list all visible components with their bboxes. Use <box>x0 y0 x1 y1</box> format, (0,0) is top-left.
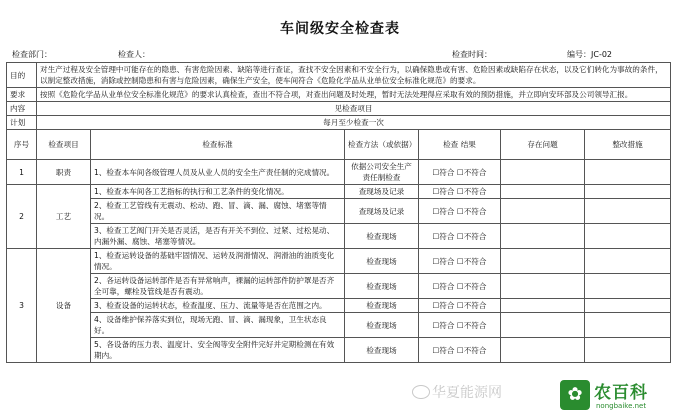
nonconform-checkbox[interactable]: ☐不符合 <box>456 281 487 291</box>
nonconform-checkbox[interactable]: ☐不符合 <box>456 301 487 310</box>
table-row <box>7 160 671 185</box>
row-issue[interactable] <box>501 160 585 185</box>
nonconform-checkbox[interactable]: ☐不符合 <box>456 206 487 216</box>
row-seq: 2 <box>7 185 37 249</box>
row-issue[interactable] <box>501 338 585 363</box>
nonconform-checkbox[interactable]: ☐不符合 <box>456 345 487 355</box>
brand-name: 农百科 <box>594 383 648 403</box>
nonconform-checkbox[interactable]: ☐不符合 <box>456 256 487 266</box>
row-measure[interactable] <box>585 199 671 224</box>
row-measure[interactable] <box>585 274 671 299</box>
row-measure[interactable] <box>585 338 671 363</box>
header-method: 检查方法（或依据） <box>345 130 419 160</box>
row-method: 查现场及记录 <box>345 199 419 224</box>
row-standard: 2、检查工艺管线有无震动、松动、跑、冒、滴、漏、腐蚀、堵塞等情况。 <box>91 199 345 224</box>
requirement-label: 要求 <box>7 88 37 102</box>
conform-checkbox[interactable]: ☐符合 <box>432 167 455 177</box>
header-result: 检查 结果 <box>419 130 501 160</box>
table-row <box>7 274 671 299</box>
table-row <box>7 338 671 363</box>
header-standard: 检查标准 <box>91 130 345 160</box>
header-issue: 存在问题 <box>501 130 585 160</box>
conform-checkbox[interactable]: ☐符合 <box>432 345 455 355</box>
purpose-text: 对生产过程及安全管理中可能存在的隐患、有害危险因素、缺陷等进行查证，查找不安全因素和不安全行为，以确保隐患或有害、危险因素或缺陷存在状态，以及它们转化为事故的条件，以制定整改措施，消除或控制隐患和有害与危险因素，确保生产安全，使车间符合《危险化学品从业单位安全标准化规范》的要求。 <box>37 63 671 88</box>
row-method: 检查现场 <box>345 249 419 274</box>
row-measure[interactable] <box>585 249 671 274</box>
row-method: 检查现场 <box>345 338 419 363</box>
header-measure: 整改措施 <box>585 130 671 160</box>
content-label: 内容 <box>7 102 37 116</box>
time-label: 检查时间： <box>452 50 492 59</box>
row-issue[interactable] <box>501 224 585 249</box>
row-method: 查现场及记录 <box>345 185 419 199</box>
table-row <box>7 299 671 313</box>
requirement-row <box>7 88 671 102</box>
row-item: 工艺 <box>37 185 91 249</box>
row-item: 职责 <box>37 160 91 185</box>
row-standard: 2、各运转设备运转部件是否有异常响声，裸漏的运转部件防护罩是否齐全可靠，螺栓及管线是否有震动。 <box>91 274 345 299</box>
row-standard: 1、检查本车间各工艺指标的执行和工艺条件的变化情况。 <box>91 185 345 199</box>
row-standard: 3、检查设备的运转状态，检查温度、压力、流量等是否在范围之内。 <box>91 299 345 313</box>
row-issue[interactable] <box>501 313 585 338</box>
row-result <box>419 199 501 224</box>
row-measure[interactable] <box>585 224 671 249</box>
row-measure[interactable] <box>585 185 671 199</box>
conform-checkbox[interactable]: ☐符合 <box>432 187 455 196</box>
row-method: 检查现场 <box>345 299 419 313</box>
header-row <box>7 130 671 160</box>
header-seq: 序号 <box>7 130 37 160</box>
brand-logo <box>560 376 672 416</box>
row-result <box>419 338 501 363</box>
row-result <box>419 249 501 274</box>
row-result <box>419 313 501 338</box>
table-row <box>7 249 671 274</box>
row-measure[interactable] <box>585 160 671 185</box>
conform-checkbox[interactable]: ☐符合 <box>432 256 455 266</box>
row-issue[interactable] <box>501 199 585 224</box>
row-issue[interactable] <box>501 185 585 199</box>
row-standard: 3、检查工艺阀门开关是否灵活，是否有开关不到位、过紧、过松晃动、内漏外漏、腐蚀、堵塞等情况。 <box>91 224 345 249</box>
table-row <box>7 185 671 199</box>
header-item: 检查项目 <box>37 130 91 160</box>
content-row <box>7 102 671 116</box>
row-standard: 1、检查本车间各级管理人员及从业人员的安全生产责任制的完成情况。 <box>91 160 345 185</box>
doc-number: 编号：JC-02 <box>567 50 613 59</box>
row-issue[interactable] <box>501 274 585 299</box>
nonconform-checkbox[interactable]: ☐不符合 <box>456 187 487 196</box>
plan-label: 计划 <box>7 116 37 130</box>
table-row <box>7 224 671 249</box>
row-issue[interactable] <box>501 299 585 313</box>
dept-label: 检查部门： <box>12 50 52 59</box>
row-issue[interactable] <box>501 249 585 274</box>
inspector-label: 检查人： <box>118 50 150 59</box>
content-value: 见检查项目 <box>37 102 671 116</box>
inspection-table <box>6 62 671 363</box>
row-item: 设备 <box>37 249 91 363</box>
nonconform-checkbox[interactable]: ☐不符合 <box>456 231 487 241</box>
row-standard: 4、设备维护保养落实到位，现场无跑、冒、滴、漏现象，卫生状态良好。 <box>91 313 345 338</box>
purpose-label: 目的 <box>7 63 37 88</box>
row-method: 依据公司安全生产责任制检查 <box>345 160 419 185</box>
conform-checkbox[interactable]: ☐符合 <box>432 231 455 241</box>
row-measure[interactable] <box>585 313 671 338</box>
purpose-row <box>7 63 671 88</box>
table-row <box>7 313 671 338</box>
nonconform-checkbox[interactable]: ☐不符合 <box>456 320 487 330</box>
row-method: 检查现场 <box>345 224 419 249</box>
plan-value: 每月至少检查一次 <box>37 116 671 130</box>
row-result <box>419 185 501 199</box>
row-result <box>419 274 501 299</box>
row-seq: 1 <box>7 160 37 185</box>
row-standard: 1、检查运转设备的基础牢固情况、运转及润滑情况、润滑油的油质变化情况。 <box>91 249 345 274</box>
watermark-text: 华夏能源网 <box>432 385 502 401</box>
conform-checkbox[interactable]: ☐符合 <box>432 301 455 310</box>
requirement-text: 按照《危险化学品从业单位安全标准化规范》的要求认真检查，查出不符合项，对查出问题及时处理，暂时无法处理得应采取有效的预防措施，并立即向安环部及公司领导汇报。 <box>37 88 671 102</box>
wechat-icon <box>412 385 430 399</box>
row-method: 检查现场 <box>345 274 419 299</box>
conform-checkbox[interactable]: ☐符合 <box>432 206 455 216</box>
document-title: 车间级安全检查表 <box>280 21 400 37</box>
table-row <box>7 199 671 224</box>
conform-checkbox[interactable]: ☐符合 <box>432 281 455 291</box>
brand-url: nongbaike.net <box>596 402 647 410</box>
row-result <box>419 160 501 185</box>
leaf-icon: ✿ <box>560 380 590 410</box>
row-result <box>419 224 501 249</box>
row-method: 检查现场 <box>345 313 419 338</box>
conform-checkbox[interactable]: ☐符合 <box>432 320 455 330</box>
row-seq: 3 <box>7 249 37 363</box>
row-measure[interactable] <box>585 299 671 313</box>
row-result <box>419 299 501 313</box>
row-standard: 5、各设备的压力表、温度计、安全阀等安全附件完好并定期检测在有效期内。 <box>91 338 345 363</box>
plan-row <box>7 116 671 130</box>
nonconform-checkbox[interactable]: ☐不符合 <box>456 167 487 177</box>
